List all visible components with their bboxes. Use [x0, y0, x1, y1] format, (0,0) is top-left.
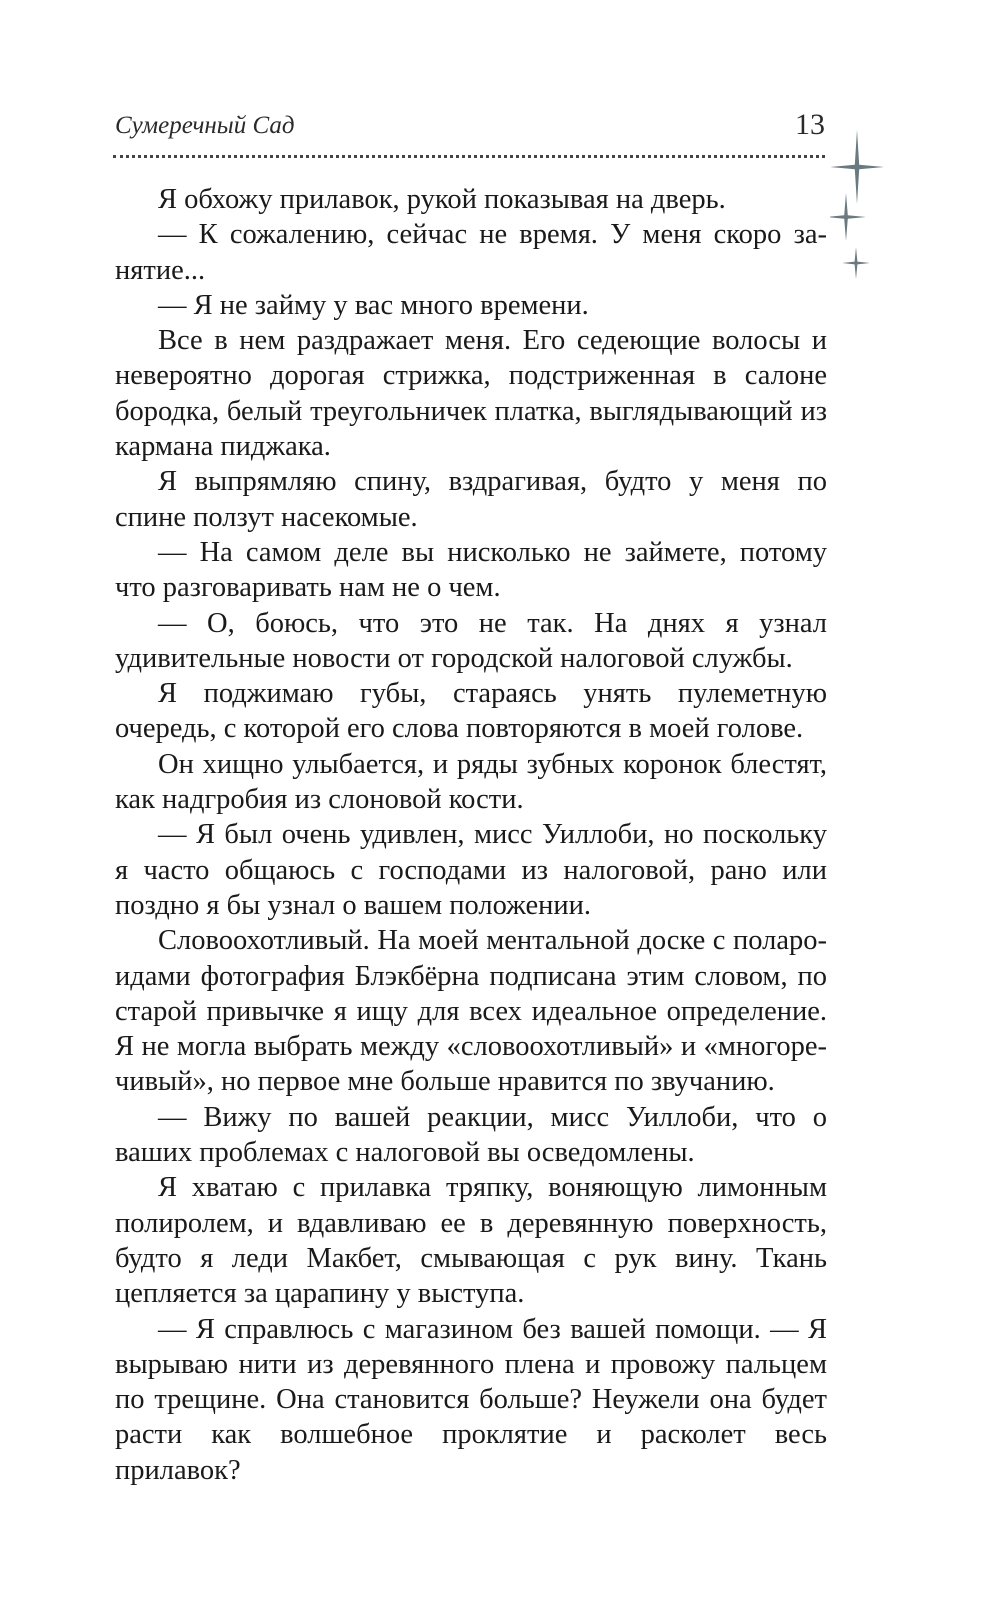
paragraph: Я обхожу прилавок, рукой показывая на дверь. [158, 184, 726, 215]
paragraph: — Я был очень удивлен, мисс Уиллоби, но поскольку я часто общаюсь с господами из налоговой, рано или поздно я бы узнал о вашем положении. [115, 819, 827, 921]
paragraph: Все в нем раздражает меня. Его седеющие волосы и невероятно дорогая стрижка, подстриженная в салоне бородка, белый треугольничек платка, выглядывающий из кармана пиджака. [115, 325, 827, 463]
running-head [115, 108, 825, 152]
paragraph: — О, боюсь, что это не так. На днях я узнал удивительные новости от городской налоговой службы. [115, 607, 827, 674]
sparkle-small [842, 247, 870, 279]
paragraph: Я поджимаю губы, стараясь унять пулеметную очередь, с которой его слова повторяются в моей голове. [115, 678, 827, 745]
book-title: Сумеречный Сад [115, 112, 295, 139]
header-divider [113, 155, 825, 158]
sparkle-large [830, 130, 884, 204]
text-body [115, 182, 827, 1488]
paragraph: — Я не займу у вас много времени. [158, 289, 589, 321]
sparkle-medium [830, 193, 866, 241]
paragraph: Я хватаю с прилавка тряпку, воняющую лимонным полиролем, и вдавливаю ее в деревянную поверхность, будто я леди Макбет, смывающая с рук вину. Ткань цепляется за царапину у выступа. [115, 1172, 827, 1310]
paragraph: — На самом деле вы нисколько не займете, потому что разговаривать нам не о чем. [115, 536, 827, 604]
paragraph: — Вижу по вашей реакции, мисс Уиллоби, что о ваших проблемах с налоговой вы осведомлены. [115, 1101, 827, 1169]
paragraph: Я выпрямляю спину, вздрагивая, будто у меня по спине ползут насекомые. [115, 466, 827, 533]
sparkle-stars-icon [830, 130, 900, 290]
page-number: 13 [795, 108, 825, 141]
paragraph: — Я справлюсь с магазином без вашей помощи. — Я вырываю нити из деревянного плена и провожу пальцем по трещине. Она становится больше? Неужели она будет расти как волшебное проклятие и расколет весь прилавок? [115, 1313, 827, 1486]
paragraph: Он хищно улыбается, и ряды зубных коронок блестят, как надгробия из слоновой кости. [115, 748, 827, 816]
paragraph: Словоохотливый. На моей ментальной доске с полароидами фотография Блэкбёрна подписана этим словом, по старой привычке я ищу для всех идеальное определение. Я не могла выбрать между «словоохотливый» и «многоречивый», но первое мне больше нравится по звучанию. [115, 925, 827, 1098]
paragraph: — К сожалению, сейчас не время. У меня скоро занятие... [115, 219, 827, 286]
